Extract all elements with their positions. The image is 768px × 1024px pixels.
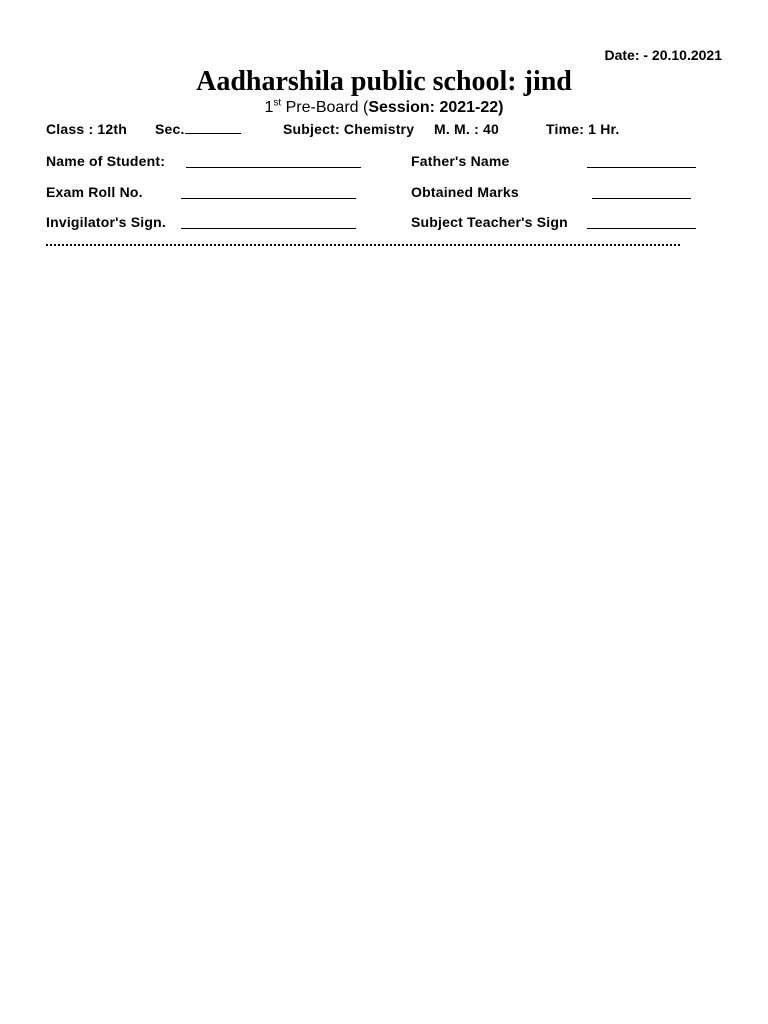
- subject-teacher-sign-blank: [587, 216, 696, 229]
- exam-session: Session: 2021-22): [368, 99, 504, 116]
- fathers-name-blank: [587, 155, 696, 168]
- obtained-marks-label: Obtained Marks: [411, 184, 519, 200]
- section-label: Sec.: [155, 121, 185, 137]
- fathers-name-label: Father's Name: [411, 153, 510, 169]
- max-marks-label: M. M. : 40: [434, 121, 500, 137]
- section-blank: [185, 121, 241, 134]
- subject-teacher-sign-label: Subject Teacher's Sign: [411, 214, 568, 230]
- section-field: [155, 121, 241, 137]
- exam-ordinal-number: 1: [264, 99, 274, 116]
- invigilator-sign-label: Invigilator's Sign.: [46, 214, 166, 230]
- exam-roll-no-label: Exam Roll No.: [46, 184, 143, 200]
- school-name: Aadharshila public school: jind: [196, 66, 572, 97]
- exam-roll-no-blank: [181, 186, 356, 199]
- dotted-separator: [46, 244, 680, 246]
- name-of-student-label: Name of Student:: [46, 153, 166, 169]
- invigilator-sign-blank: [181, 216, 356, 229]
- class-label: Class : 12th: [46, 121, 127, 137]
- time-label: Time: 1 Hr.: [546, 121, 620, 137]
- exam-date: Date: - 20.10.2021: [604, 47, 722, 63]
- exam-ordinal-suffix: st: [273, 97, 282, 109]
- exam-name: Pre-Board (: [281, 99, 369, 116]
- exam-title: [0, 99, 768, 117]
- name-of-student-blank: [186, 155, 361, 168]
- obtained-marks-blank: [592, 186, 691, 199]
- subject-label: Subject: Chemistry: [283, 121, 415, 137]
